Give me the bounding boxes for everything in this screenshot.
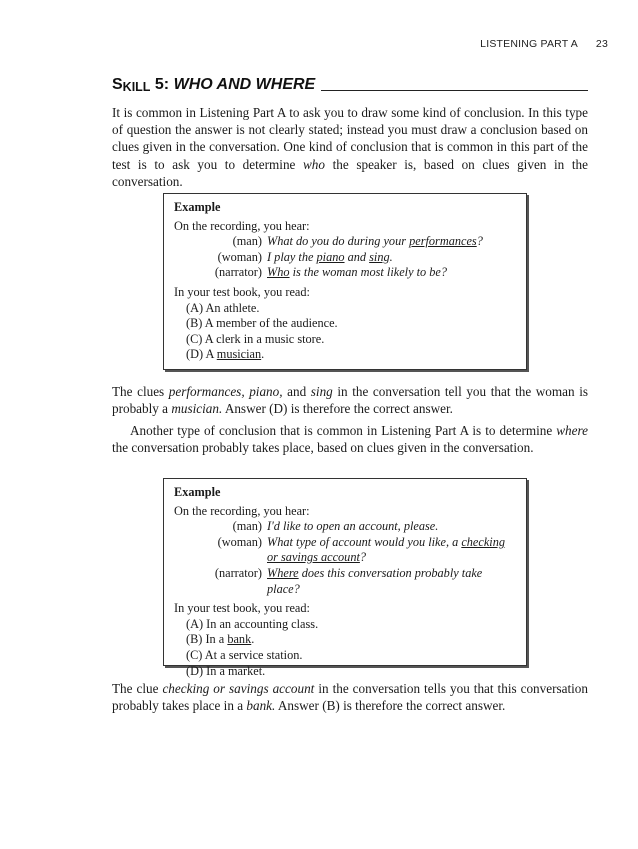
dialogue-line-man [174, 234, 516, 250]
read-label: In your test book, you read: [174, 284, 310, 299]
intro-text-1: It is common in Listening Part A to ask you to draw some kind of conclusion. In this type of question the answer is not clearly stated; instead you must draw a conclusion based on clues given in the conversation. One kind of conclusion that is common in this part of the test is to ask you to determine [112, 105, 588, 172]
option-d: (D) A musician. [186, 347, 265, 362]
hear-label: On the recording, you hear: [174, 218, 310, 233]
intro-paragraph [112, 104, 588, 190]
speaker-man: (man) [232, 519, 262, 534]
example-box-1 [163, 193, 527, 370]
intro-emphasis: who [303, 156, 325, 172]
option-d: (D) In a market. [186, 663, 266, 678]
utterance-narrator: Where does this conversation probably take place? [267, 565, 483, 596]
dialogue-line-narrator [174, 265, 516, 281]
example-title: Example [174, 200, 221, 214]
speaker-woman: (woman) [217, 534, 262, 549]
utterance-woman: What type of account would you like, a checking or savings account? [267, 534, 506, 565]
skill-title-text: WHO AND WHERE [173, 76, 316, 93]
skill-prefix-letter: S [112, 76, 123, 93]
utterance-woman: I play the piano and sing. [267, 249, 393, 264]
where-intro-paragraph: Another type of conclusion that is common in Listening Part A is to determine where the conversation probably takes place, based on clues given in the conversation. [112, 423, 588, 456]
speaker-narrator: (narrator) [214, 265, 262, 280]
option-a: (A) In an accounting class. [186, 616, 319, 631]
example-title: Example [174, 485, 221, 499]
utterance-man: I'd like to open an account, please. [267, 519, 439, 534]
option-b: (B) A member of the audience. [186, 316, 338, 331]
read-label: In your test book, you read: [174, 601, 310, 616]
option-a: (A) An athlete. [186, 300, 260, 315]
intro-text-2: the speaker is, based on clues given in the conversation. [112, 156, 588, 189]
option-c: (C) A clerk in a music store. [186, 331, 325, 346]
speaker-man: (man) [232, 234, 262, 249]
dialogue-line-woman [174, 535, 516, 566]
option-c: (C) At a service station. [186, 647, 303, 662]
dialogue-line-man [174, 519, 516, 535]
hear-label: On the recording, you hear: [174, 503, 310, 518]
example-box-2 [163, 478, 527, 678]
heading-rule [321, 90, 588, 91]
explanation-paragraph-1: The clues performances, piano, and sing in the conversation tell you that the woman is probably a musician. Answer (D) is therefore the correct answer. [112, 384, 588, 417]
section-name: LISTENING PART A [480, 38, 578, 50]
explanation-paragraph-2: The clue checking or savings account in the conversation tells you that this conversation probably takes place in a bank. Answer (B) is therefore the correct answer. [112, 681, 588, 714]
running-header [480, 38, 608, 50]
speaker-narrator: (narrator) [214, 565, 262, 580]
skill-heading [112, 76, 588, 94]
speaker-woman: (woman) [217, 249, 262, 264]
skill-number: 5: [154, 76, 170, 93]
utterance-narrator: Who is the woman most likely to be? [267, 265, 447, 280]
page-number: 23 [595, 38, 608, 50]
dialogue-line-woman [174, 250, 516, 266]
option-b: (B) In a bank. [186, 632, 255, 647]
utterance-man: What do you do during your performances? [267, 234, 483, 249]
dialogue-line-narrator [174, 566, 516, 597]
skill-prefix-rest: KILL [122, 80, 151, 94]
